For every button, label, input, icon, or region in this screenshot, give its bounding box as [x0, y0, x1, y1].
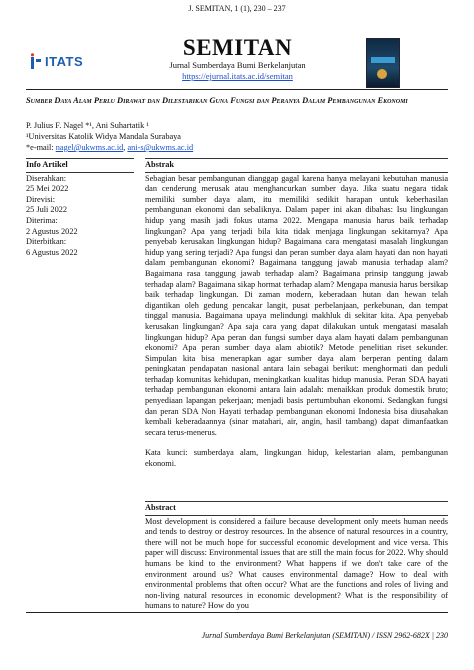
abstract-section	[145, 500, 448, 612]
abstract-heading-rule	[145, 515, 448, 516]
abstrak-top-rule	[145, 158, 448, 159]
itats-logo-icon	[30, 53, 42, 69]
email-link-nagel[interactable]: nagel@ukwms.ac.id	[55, 143, 124, 152]
abstract-body: Most development is considered a failure because development only meets human needs and tends to destroy or destroy resources. In the absence of natural resources in a country, there will not be much hope for successful economic development and vice versa. This paper will discuss: Environmental issues that are still the main focus for 2022. Why should humans be kind to the environment? What happens if we don't take care of the environment around us? What causes environmental damage? How to deal with environmental problems that often occur? What are the functions and roles of living and non-living natural resources in economic development? What is the responsibility of humans to nature? How do you	[145, 516, 448, 611]
article-title: Sumber Daya Alam Perlu Dirawat dan Dilestarikan Guna Fungsi dan Peranya Dalam Pembangunan Ekonomi	[26, 96, 408, 105]
email-link-ani[interactable]: ani-s@ukwms.ac.id	[127, 143, 194, 152]
abstrak-heading: Abstrak	[145, 160, 175, 169]
email-label: *e-mail:	[26, 143, 54, 152]
author-emails	[26, 142, 450, 153]
journal-name: SEMITAN	[182, 35, 293, 60]
cover-emblem	[377, 69, 387, 79]
page-footer: Jurnal Sumberdaya Bumi Berkelanjutan (SEMITAN) / ISSN 2962-682X | 230	[201, 631, 448, 640]
author-block	[26, 120, 450, 153]
info-heading: Info Artikel	[26, 160, 68, 169]
keywords: Kata kunci: sumberdaya alam, lingkungan hidup, kelestarian alam, pembangunan ekonomi.	[145, 448, 448, 469]
author-affiliation: ¹Universitas Katolik Widya Mandala Surabaya	[26, 132, 181, 141]
info-top-rule	[26, 158, 134, 159]
journal-reference: J. SEMITAN, 1 (1), 230 – 237	[188, 4, 286, 13]
cover-band	[371, 57, 395, 63]
footer-divider	[26, 612, 448, 613]
author-names: P. Julius F. Nagel *¹, Ani Suhartatik ¹	[26, 121, 149, 130]
journal-url-link[interactable]: https://ejurnal.itats.ac.id/semitan	[182, 71, 293, 81]
masthead	[130, 36, 345, 82]
abstrak-heading-rule	[145, 172, 448, 173]
abstrak-body: Sebagian besar pembangunan dianggap gagal karena hanya melayani kebutuhan manusia dan cenderung merusak atau menghancurkan sumber daya. Jika suatu negara tidak memiliki sumber daya alam, itu memiliki sedikit harapan untuk keberhasilan pembangunan ekonomi dan sebaliknya. Dalam paper ini akan dibahas: Isu lingkungan hidup yang masih jadi fokus utama 2022. Mengapa manusia harus baik terhadap lingkungan? Apa yang terjadi bila kita tidak menjaga lingkungan sekitarnya? Apa penyebab kerusakan lingkungan hidup? Bagaimana cara mengatasi masalah lingkungan hidup yang sering terjadi? Apa fungsi dan peran sumber daya alam hayati dan non hayati dalam pembangunan ekonomi? Bagaimana tanggung jawab manusia terhadap alam? Bagaimana rasa tanggung jawab terhadap alam? Bagaimana prinsip tanggung jawab terhadap alam? Bagaimana sikap hormat terhadap alam? Mengapa manusia harus bersikap baik terhadap lingkungan. Di zaman modern, keberadaan hutan dan hewan telah digantikan oleh gedung pencakar langit, pusat perbelanjaan, perkebunan, dan tempat tinggal manusia. Bagaimana upaya melindungi makhluk di sekitar kita. Apa penyebab kerusakan lingkungan? Apa saja cara yang dapat dilakukan untuk mengatasi masalah lingkungan hidup? Apa peran dan fungsi sumber daya alam hayati dalam pembangunan ekonomi? Apa peran sumber daya alam abiotik? Metode penelitian riset sekunder. Simpulan kita bisa menerapkan agar sumber daya alam berperan penting dalam peningkatan pendapatan nasional antara lain sebagai berikut: menghormati dan peduli terhadap komunitas kehidupan, meningkatkan kualitas hidup manusia. Peran SDA hayati terhadap pembangunan ekonomi antara lain adalah: menaikkan produk domestik bruto; penyediaan lapangan pekerjaan; menjadi basis pertumbuhan ekonomi. Sedangkan fungsi dan peran SDA Non Hayati terhadap pembangunan ekonomi Indonesia bisa diusahakan kembali keberadaannya (sinar matahari, air, angin, hasil tambang) dapat dimanfaatkan secara terus-menerus.	[145, 173, 448, 437]
received-label: Diserahkan:	[26, 173, 67, 183]
journal-subtitle: Jurnal Sumberdaya Bumi Berkelanjutan	[169, 60, 306, 70]
accepted-label: Diterima:	[26, 215, 58, 225]
published-label: Diterbitkan:	[26, 237, 67, 247]
revised-date: 25 Juli 2022	[26, 205, 68, 215]
logo-text: ITATS	[45, 53, 84, 69]
revised-label: Direvisi:	[26, 194, 56, 204]
abstract-heading: Abstract	[145, 503, 176, 512]
journal-cover-image	[366, 38, 400, 88]
header-divider	[26, 89, 448, 90]
abstract-top-rule	[145, 501, 448, 502]
info-heading-rule	[26, 172, 134, 173]
itats-logo	[30, 53, 83, 69]
email-separator: ,	[123, 143, 128, 152]
published-date: 6 Agustus 2022	[26, 247, 78, 257]
received-date: 25 Mei 2022	[26, 184, 69, 194]
article-info	[26, 157, 134, 258]
abstrak-section	[145, 157, 448, 470]
accepted-date: 2 Agustus 2022	[26, 226, 78, 236]
